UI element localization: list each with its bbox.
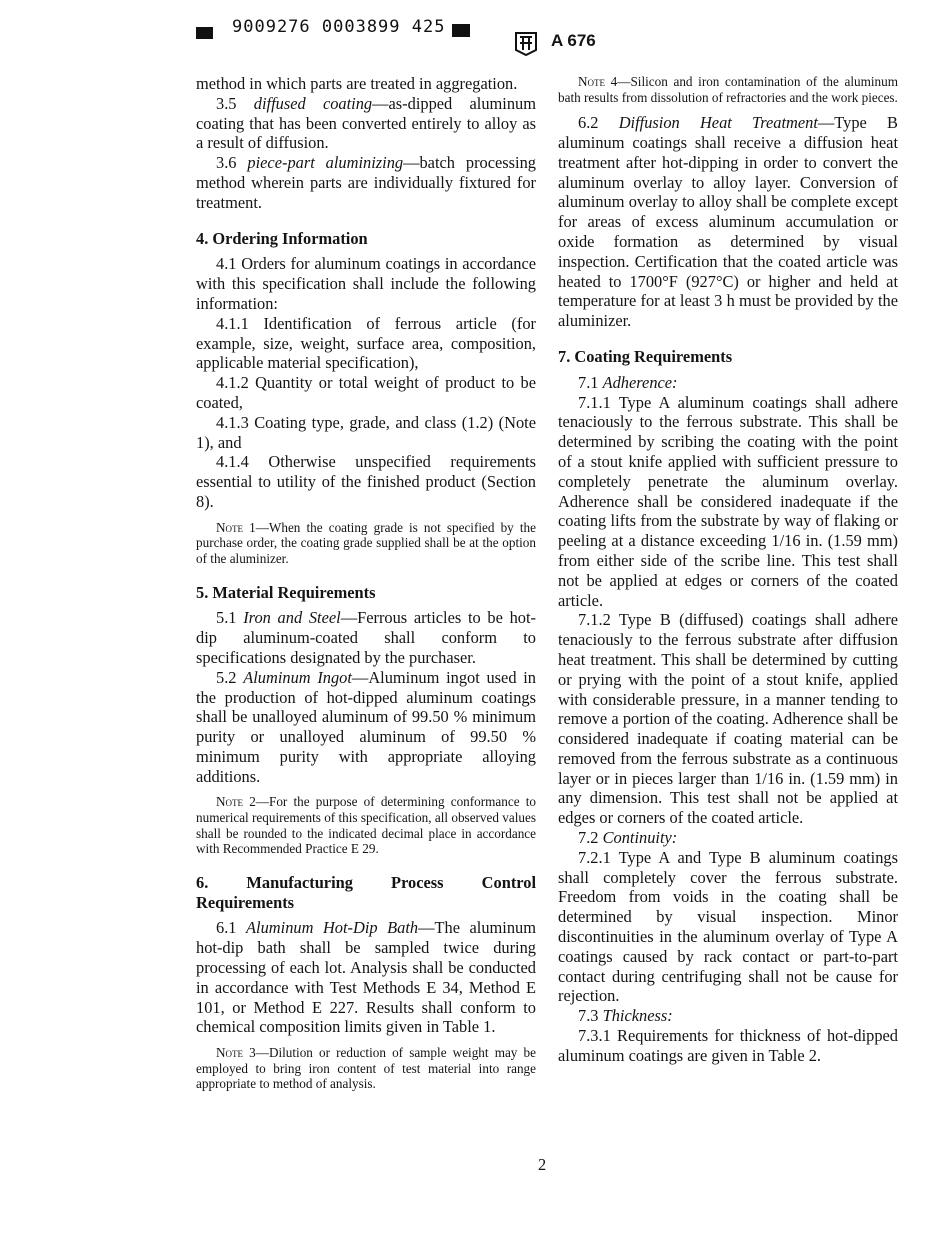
document-code: 9009276 0003899 425 (232, 17, 446, 37)
section-heading-5: 5. Material Requirements (196, 582, 376, 602)
note-3: Note 3—Dilution or reduction of sample weight may be employed to bring iron content of test material into range appropriate to method of analysis. (196, 1045, 536, 1092)
astm-logo-icon (511, 30, 541, 56)
paragraph-3-4-end: method in which parts are treated in aggregation. (196, 74, 518, 93)
paragraph-5-2: 5.2 Aluminum Ingot—Aluminum ingot used in the production of hot-dipped aluminum coatings shall be unalloyed aluminum of 99.50 % minimum purity or unalloyed aluminum of 99.50 % minimum purity with appropriate alloying additions. (196, 667, 536, 786)
paragraph-7-1-1: 7.1.1 Type A aluminum coatings shall adhere tenaciously to the ferrous substrate. This shall be determined by scribing the coating with the point of a stout knife applied with sufficient pressure to completely penetrate the aluminum overlay. Adherence shall be considered inadequate if the coating lifts from the substrate by way of flaking or peeling at a distance exceeding 1/16 in. (1.59 mm) from either side of the scribe line. This test shall not be applied at edges or corners of the coated article. (558, 392, 898, 610)
paragraph-7-3-1: 7.3.1 Requirements for thickness of hot-dipped aluminum coatings are given in Table 2. (558, 1026, 898, 1065)
paragraph-6-2: 6.2 Diffusion Heat Treatment—Type B aluminum coatings shall receive a diffusion heat treatment after hot-dipping in order to convert the aluminum overlay to alloy layer. Conversion of aluminum overlay to alloy shall be complete except for areas of excess aluminum accumulation or oxide formation as determined by visual inspection. Certification that the coated article was heated to 1700°F (927°C) or higher and held at temperature for at least 3 h must be provided by the aluminizer. (558, 113, 898, 331)
section-heading-7: 7. Coating Requirements (558, 346, 733, 366)
paragraph-7-2-1: 7.2.1 Type A and Type B aluminum coatings shall completely cover the ferrous substrate. Freedom from voids in the coating shall be determined by visual inspection. Minor discontinuities in the aluminum overlay of Type A coatings caused by rack contact or part-to-part contact during centrifuging shall not be cause for rejection. (558, 847, 898, 1006)
header-block-right (452, 24, 470, 37)
paragraph-4-1: 4.1 Orders for aluminum coatings in accordance with this specification shall include the following information: (196, 254, 536, 313)
paragraph-6-1: 6.1 Aluminum Hot-Dip Bath—The aluminum hot-dip bath shall be sampled twice during processing of each lot. Analysis shall be conducted in accordance with Test Methods E 34, Method E 101, or Method E 227. Results shall conform to chemical composition limits given in Table 1. (196, 918, 536, 1037)
paragraph-4-1-2: 4.1.2 Quantity or total weight of product to be coated, (196, 373, 536, 412)
left-column (196, 74, 536, 1100)
paragraph-7-3: 7.3 Thickness: (578, 1006, 673, 1026)
section-heading-4: 4. Ordering Information (196, 228, 368, 248)
paragraph-3-5: 3.5 diffused coating—as-dipped aluminum coating that has been converted entirely to alloy as a result of diffusion. (196, 93, 536, 153)
paragraph-5-1: 5.1 Iron and Steel—Ferrous articles to be hot-dip aluminum-coated shall conform to specifications designated by the purchaser. (196, 608, 536, 667)
paragraph-7-1: 7.1 Adherence: (578, 372, 678, 392)
right-column (558, 74, 898, 1066)
paragraph-7-1-2: 7.1.2 Type B (diffused) coatings shall adhere tenaciously to the ferrous substrate after diffusion heat treatment. This shall be determined by cutting or prying with the point of a stout knife, applied with considerable pressure, in a manner tending to remove a portion of the coating. Adherence shall be considered inadequate if coating material can be removed from the ferrous substrate as a continuous layer or in pieces larger than 1/16 in. (1.59 mm) in any dimension. This test shall not be applied at edges or corners of the coated article. (558, 610, 898, 828)
note-2: Note 2—For the purpose of determining conformance to numerical requirements of this specification, all observed values shall be rounded to the indicated decimal place in accordance with Recommended Practice E 29. (196, 794, 536, 857)
paragraph-4-1-4: 4.1.4 Otherwise unspecified requirements essential to utility of the finished product (Section 8). (196, 452, 536, 511)
header-block-left (196, 27, 213, 39)
paragraph-4-1-1: 4.1.1 Identification of ferrous article (for example, size, weight, surface area, composition, applicable material specification), (196, 313, 536, 373)
paragraph-7-2: 7.2 Continuity: (578, 828, 678, 848)
paragraph-4-1-3: 4.1.3 Coating type, grade, and class (1.2) (Note 1), and (196, 412, 536, 452)
section-heading-6: 6. Manufacturing Process Control Requirements (196, 872, 536, 912)
paragraph-3-6: 3.6 piece-part aluminizing—batch processing method wherein parts are individually fixtured for treatment. (196, 153, 536, 212)
note-4: Note 4—Silicon and iron contamination of the aluminum bath results from dissolution of refractories and the work pieces. (558, 74, 898, 105)
standard-designation: A 676 (551, 31, 596, 50)
page-number: 2 (538, 1155, 547, 1174)
note-1: Note 1—When the coating grade is not specified by the purchase order, the coating grade supplied shall be at the option of the aluminizer. (196, 519, 536, 566)
